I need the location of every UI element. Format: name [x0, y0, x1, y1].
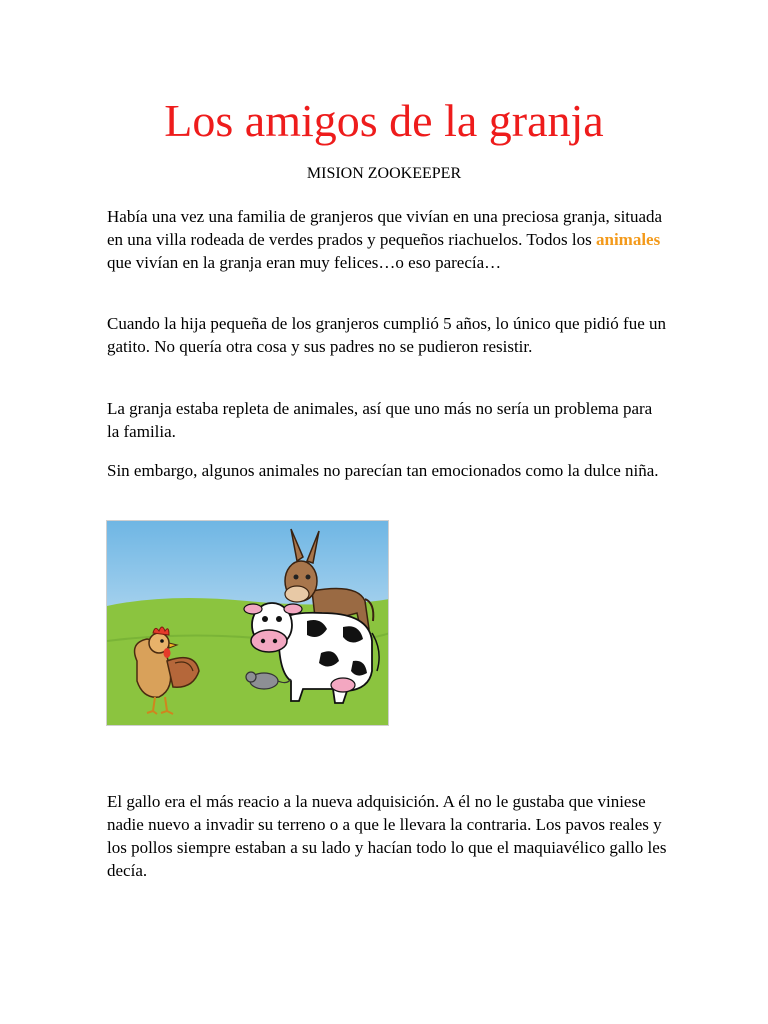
paragraph-intro-text-after: que vivían en la granja eran muy felices…o eso parecía… — [107, 253, 502, 272]
farm-illustration-svg — [107, 521, 389, 726]
paragraph-birthday: Cuando la hija pequeña de los granjeros cumplió 5 años, lo único que pidió fue un gatito. No quería otra cosa y sus padres no se pudieron resistir. — [107, 314, 666, 356]
paragraph-intro — [107, 205, 667, 274]
document-subtitle: MISION ZOOKEEPER — [306, 165, 462, 182]
paragraph-rooster: El gallo era el más reacio a la nueva adquisición. A él no le gustaba que viniese nadie nuevo a invadir su terreno o a que le llevara la contraria. Los pavos reales y los pollos siempre estaban a su lado y hacían todo lo que el maquiavélico gallo les decía. — [107, 792, 667, 880]
paragraph-however: Sin embargo, algunos animales no parecían tan emocionados como la dulce niña. — [107, 461, 659, 480]
paragraph-farm: La granja estaba repleta de animales, así que uno más no sería un problema para la familia. — [107, 399, 653, 441]
animales-link[interactable]: animales — [596, 230, 661, 249]
paragraph-intro-text-before: Había una vez una familia de granjeros que vivían en una preciosa granja, situada en una villa rodeada de verdes prados y pequeños riachuelos. Todos los — [107, 207, 663, 249]
farm-animals-illustration — [106, 520, 389, 726]
document-title: Los amigos de la granja — [164, 95, 604, 146]
